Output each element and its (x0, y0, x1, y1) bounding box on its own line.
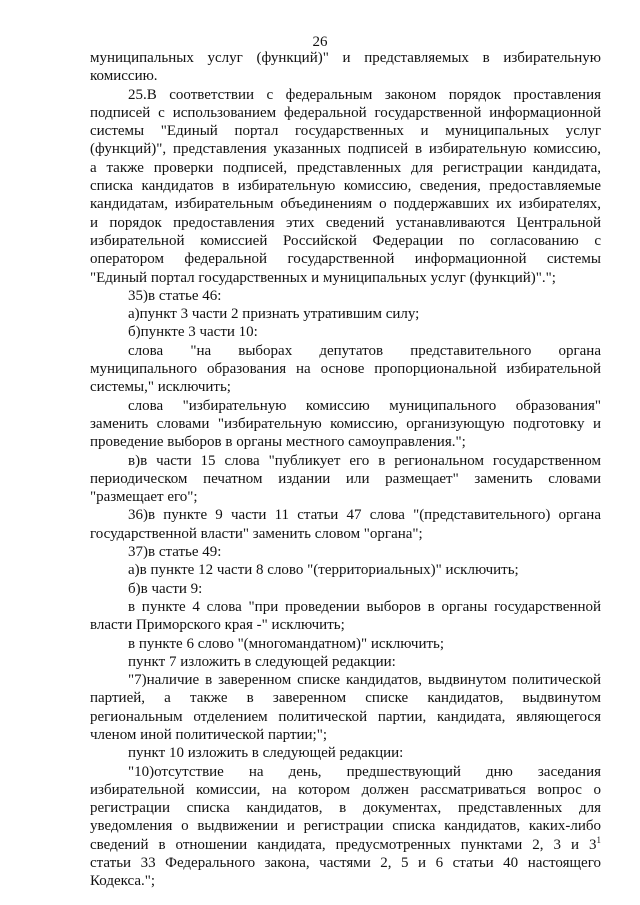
text-line: оператором федеральной государственной информационной системы (90, 251, 601, 268)
text-line: "Единый портал государственных и муниципальных услуг (функций)"."; (90, 269, 556, 286)
superscript: 1 (596, 834, 601, 845)
text-line: муниципального образования на основе пропорциональной избирательной (90, 361, 601, 378)
text-line (90, 836, 601, 854)
text-line: а)в пункте 12 части 8 слово "(территориальных)" исключить; (128, 562, 519, 579)
text-line: власти Приморского края -" исключить; (90, 617, 345, 634)
text-line: кандидатам, избирательным объединениям о поддержавших их избирателях, (90, 196, 601, 213)
text-line: пункт 7 изложить в следующей редакции: (128, 653, 396, 670)
text-line: членом иной политической партии;"; (90, 726, 328, 743)
text-line: подписей с использованием федеральной государственной информационной (90, 104, 601, 121)
text-line: а также проверки подписей, представленных для регистрации кандидата, (90, 159, 601, 176)
text-line: в пункте 6 слово "(многомандатном)" исключить; (128, 635, 445, 652)
text-line: уведомления о выдвижении и регистрации списка кандидатов, каких-либо (90, 818, 601, 835)
text-line: системы," исключить; (90, 379, 231, 396)
text-line: заменить словами "избирательную комиссию, организующую подготовку и (90, 415, 601, 432)
text-line: Кодекса."; (90, 873, 156, 890)
text-line: списка кандидатов в избирательную комиссию, сведения, предоставляемые (90, 178, 601, 195)
text-line: слова "на выборах депутатов представительного органа (128, 342, 601, 359)
text-line: комиссию. (90, 68, 158, 85)
text-line-content: сведений в отношении кандидата, предусмотренных пунктами 2, 3 и 3 (90, 836, 597, 853)
text-line: а)пункт 3 части 2 признать утратившим силу; (128, 306, 420, 323)
text-line: периодическом печатном издании или размещает" заменить словами (90, 470, 601, 487)
text-line: регистрации списка кандидатов, в документах, представленных для (90, 800, 601, 817)
text-line: "размещает его"; (90, 489, 198, 506)
text-line: б)в части 9: (128, 580, 203, 597)
text-line: 25.В соответствии с федеральным законом порядок проставления (128, 86, 601, 103)
text-line: государственной власти" заменить словом "органа"; (90, 525, 423, 542)
text-line: пункт 10 изложить в следующей редакции: (128, 745, 404, 762)
text-line: 36)в пункте 9 части 11 статьи 47 слова "(представительного) органа (128, 507, 601, 524)
text-line: муниципальных услуг (функций)" и представляемых в избирательную (90, 50, 601, 66)
text-line: статьи 33 Федерального закона, частями 2, 5 и 6 статьи 40 настоящего (90, 855, 601, 872)
text-line: 35)в статье 46: (128, 287, 222, 304)
text-line: "10)отсутствие на день, предшествующий дню заседания (128, 763, 601, 780)
body-text (90, 49, 601, 891)
page-number: 26 (312, 34, 328, 50)
text-line: системы "Единый портал государственных и муниципальных услуг (90, 123, 601, 140)
text-line: региональным отделением политической партии, кандидата, являющегося (90, 708, 601, 725)
text-line: слова "избирательную комиссию муниципального образования" (128, 397, 601, 414)
text-line: (функций)", представления указанных подписей в избирательную комиссию, (90, 141, 601, 158)
text-line: "7)наличие в заверенном списке кандидатов, выдвинутом политической (128, 672, 601, 689)
text-line: в пункте 4 слова "при проведении выборов в органы государственной (128, 598, 601, 615)
text-line: б)пункте 3 части 10: (128, 324, 258, 341)
text-line: в)в части 15 слова "публикует его в региональном государственном (128, 452, 601, 469)
text-line: избирательной комиссией Российской Федерации по согласованию с (90, 232, 601, 249)
text-line: 37)в статье 49: (128, 544, 222, 561)
text-line: проведение выборов в органы местного самоуправления."; (90, 434, 466, 451)
text-line: и порядок предоставления этих сведений устанавливаются Центральной (90, 214, 601, 231)
text-line: партией, а также в заверенном списке кандидатов, выдвинутом (90, 690, 601, 707)
text-line: избирательной комиссии, на котором должен рассматриваться вопрос о (90, 781, 601, 798)
